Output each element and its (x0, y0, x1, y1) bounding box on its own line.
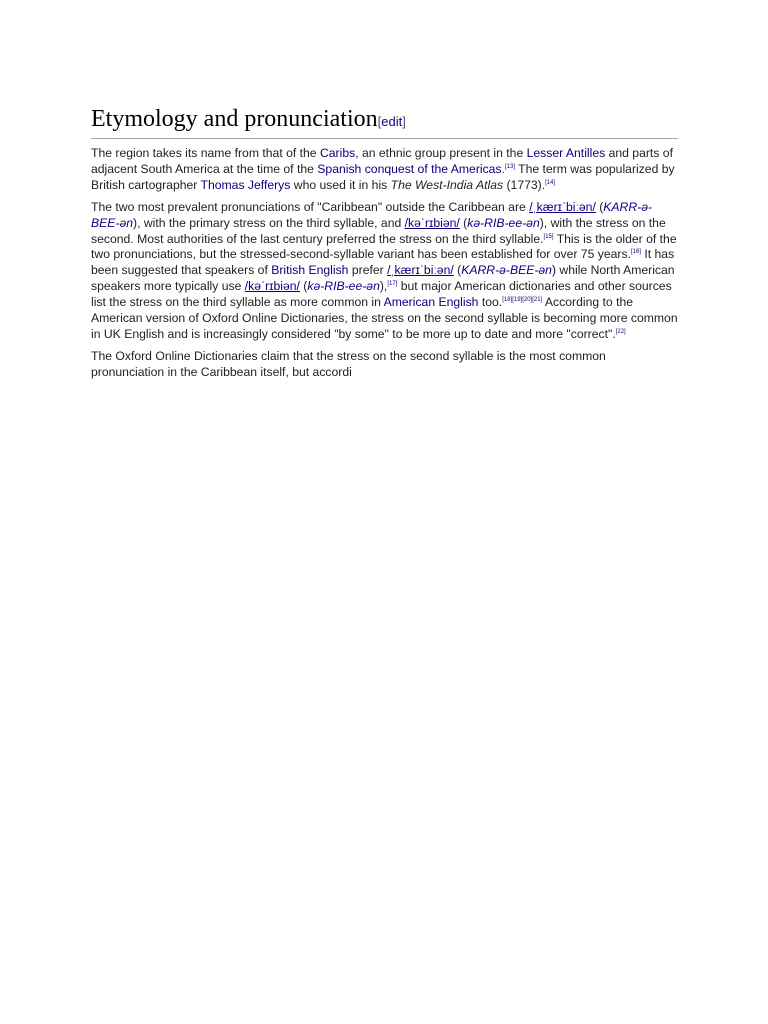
citation-link-13[interactable]: [13] (504, 163, 515, 170)
text-run: ( (299, 279, 308, 294)
respelling-link-2[interactable] (467, 216, 539, 230)
ipa-link-2[interactable]: /kəˈrɪbiən/ (404, 215, 460, 230)
respelling-text: KARR-ə-BEE-ən (461, 263, 552, 278)
link-american-english[interactable]: American English (383, 295, 479, 310)
edit-section (378, 114, 406, 129)
text-run: The two most prevalent pronunciations of "Caribbean" outside the Caribbean are (91, 199, 530, 214)
work-title: The West-India Atlas (390, 177, 504, 192)
citation-18-21[interactable] (502, 297, 542, 303)
citation-link-22[interactable]: [22] (615, 328, 626, 335)
text-run: who used it in his (290, 177, 391, 192)
text-run: The region takes its name from that of the (91, 146, 320, 160)
text-run: This is the older of the two pronunciations, but the stressed-second-syllable variant has been established for over 75 years. (91, 231, 677, 262)
section-heading (91, 104, 678, 139)
edit-bracket-open: [ (377, 114, 382, 129)
ipa-link-1[interactable]: /ˌkærɪˈbiːən/ (529, 199, 596, 214)
link-thomas-jefferys[interactable]: Thomas Jefferys (200, 177, 291, 192)
text-run: It has been suggested that speakers of (91, 247, 675, 278)
text-run: . (501, 161, 505, 176)
text-run: ), with the primary stress on the third syllable, and (133, 215, 405, 230)
citation-15[interactable] (544, 234, 554, 240)
text-run: ), (379, 279, 388, 294)
citation-link-17[interactable]: [17] (387, 281, 398, 288)
paragraph-oxford: The Oxford Online Dictionaries claim that the stress on the second syllable is the most common pronunciation in the Caribbean itself, but accordi (91, 348, 606, 379)
text-run: ), with the stress on the second. Most authorities of the last century preferred the stress on the third syllable. (91, 215, 666, 246)
section-title: Etymology and pronunciation (91, 106, 378, 132)
link-british-english[interactable]: British English (271, 263, 349, 278)
citation-link-16[interactable]: [16] (630, 249, 641, 256)
respelling-link-4[interactable] (307, 279, 379, 293)
text-run: According to the American version of Oxford Online Dictionaries, the stress on the second syllable is becoming more common in UK English and is increasingly considered "by some" to be more up to date and more "correct". (91, 295, 678, 341)
text-run: ) while North American speakers more typically use (91, 263, 675, 294)
article-section (91, 104, 678, 387)
citation-14[interactable] (545, 180, 555, 186)
paragraph-etymology (91, 146, 678, 194)
link-spanish-conquest[interactable]: Spanish conquest of the Americas (317, 161, 502, 176)
citation-22[interactable] (616, 329, 626, 335)
citation-17[interactable] (387, 281, 397, 287)
ipa-link-4[interactable]: /kəˈrɪbiən/ (244, 279, 300, 294)
respelling-link-3[interactable] (461, 263, 552, 277)
citation-link-18-21[interactable]: [18][19][20][21] (502, 297, 543, 304)
citation-link-15[interactable]: [15] (543, 233, 554, 240)
respelling-text: kə-RIB-ee-ən (467, 215, 540, 230)
ipa-link-3[interactable]: /ˌkærɪˈbiːən/ (387, 263, 454, 278)
text-run: ( (453, 263, 462, 278)
text-run: (1773). (503, 177, 546, 192)
text-run: but major American dictionaries and other sources list the stress on the third syllable as more common in (91, 279, 672, 310)
respelling-text: KARR-ə-BEE-ən (91, 199, 653, 230)
text-run: prefer (348, 263, 388, 278)
link-caribs[interactable]: Caribs (319, 146, 356, 160)
paragraph-pronunciation (91, 200, 678, 343)
text-run: too. (478, 295, 503, 310)
text-run: The term was popularized by British cartographer (91, 161, 675, 192)
citation-16[interactable] (631, 249, 641, 255)
respelling-text: kə-RIB-ee-ən (307, 279, 380, 294)
text-run: ( (459, 215, 468, 230)
text-run: ( (595, 199, 604, 214)
edit-bracket-close: ] (402, 114, 406, 129)
link-lesser-antilles[interactable]: Lesser Antilles (526, 146, 606, 160)
citation-link-14[interactable]: [14] (545, 179, 556, 186)
text-run: and parts of adjacent South America at the time of the (91, 146, 673, 176)
text-run: , an ethnic group present in the (355, 146, 527, 160)
edit-section-link[interactable]: edit (381, 114, 403, 129)
citation-13[interactable] (505, 164, 515, 170)
